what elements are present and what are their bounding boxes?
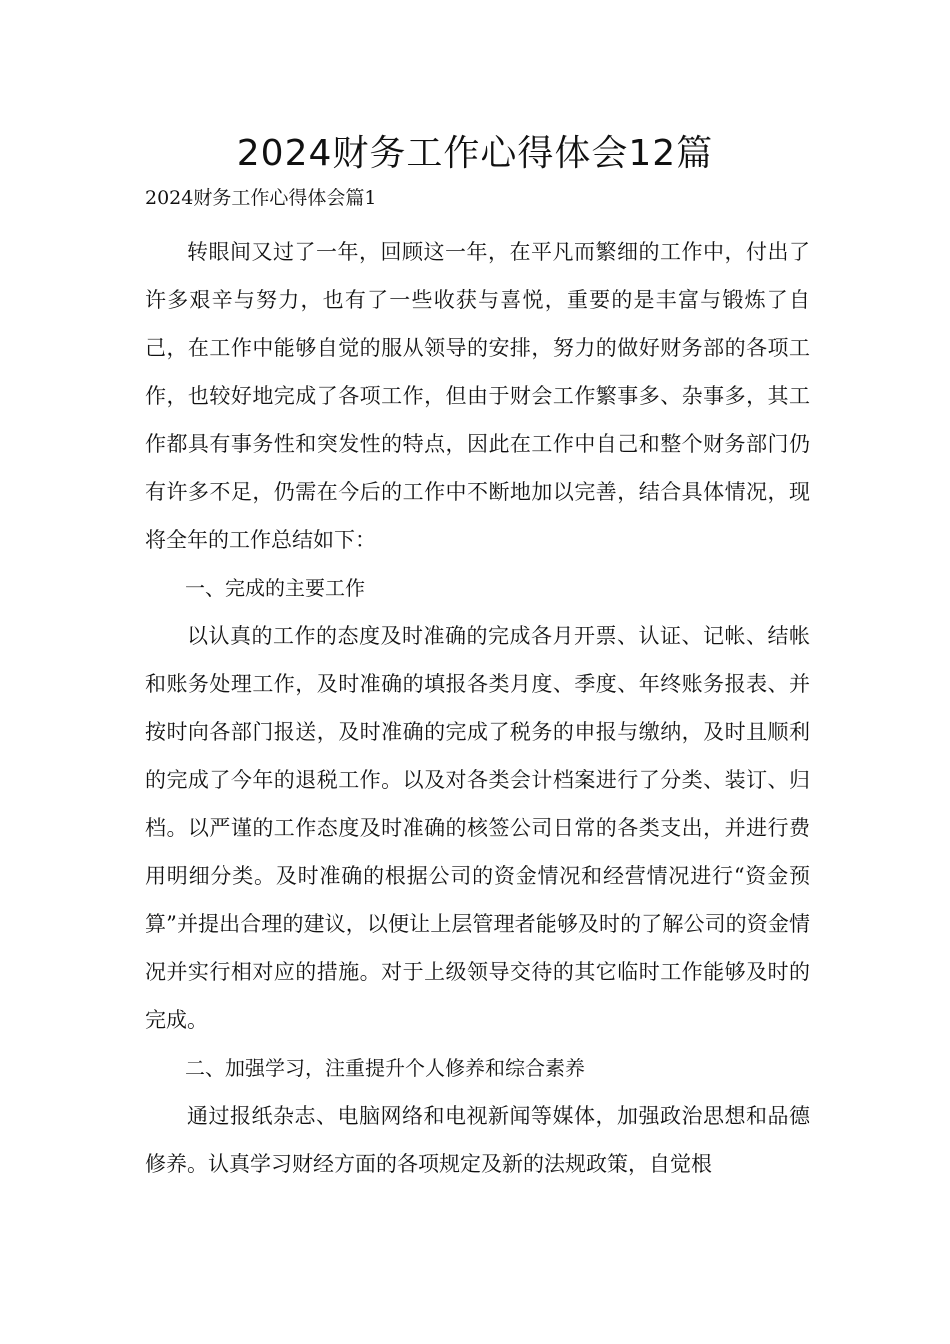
paragraph-main-work: 以认真的工作的态度及时准确的完成各月开票、认证、记帐、结帐和账务处理工作，及时准确的填报各类月度、季度、年终账务报表、并按时向各部门报送，及时准确的完成了税务的申报与缴纳，及时且顺利的完成了今年的退税工作。以及对各类会计档案进行了分类、装订、归档。以严谨的工作态度及时准确的核签公司日常的各类支出，并进行费用明细分类。及时准确的根据公司的资金情况和经营情况进行“资金预算”并提出合理的建议，以便让上层管理者能够及时的了解公司的资金情况并实行相对应的措施。对于上级领导交待的其它临时工作能够及时的完成。 bbox=[145, 624, 810, 1032]
document-title: 2024财务工作心得体会12篇 bbox=[236, 133, 714, 174]
section-heading-1: 一、完成的主要工作 bbox=[185, 576, 365, 600]
paragraph-study: 通过报纸杂志、电脑网络和电视新闻等媒体，加强政治思想和品德修养。认真学习财经方面的各项规定及新的法规政策，自觉根 bbox=[145, 1104, 810, 1176]
paragraph-intro: 转眼间又过了一年，回顾这一年，在平凡而繁细的工作中，付出了许多艰辛与努力，也有了一些收获与喜悦，重要的是丰富与锻炼了自己，在工作中能够自觉的服从领导的安排，努力的做好财务部的各项工作，也较好地完成了各项工作，但由于财会工作繁事多、杂事多，其工作都具有事务性和突发性的特点，因此在工作中自己和整个财务部门仍有许多不足，仍需在今后的工作中不断地加以完善，结合具体情况，现将全年的工作总结如下： bbox=[145, 240, 810, 552]
section-subtitle: 2024财务工作心得体会篇1 bbox=[145, 187, 377, 209]
section-heading-2: 二、加强学习，注重提升个人修养和综合素养 bbox=[185, 1056, 585, 1080]
document-body bbox=[145, 228, 810, 1188]
